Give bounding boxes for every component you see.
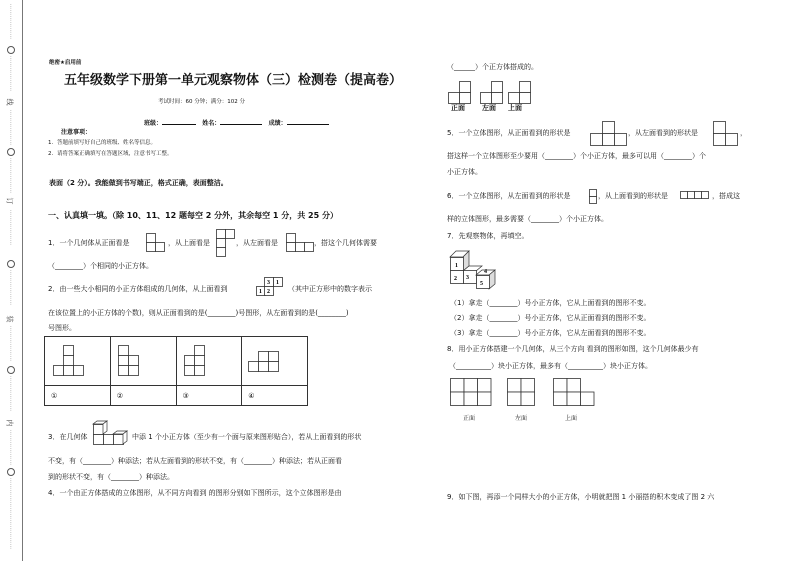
grid-cell xyxy=(451,379,465,393)
q1-text: ，从上面看是 xyxy=(168,239,210,247)
q8-top-view xyxy=(553,378,595,408)
option-label[interactable]: ① xyxy=(45,386,111,406)
grid-cell xyxy=(464,379,478,393)
option-label[interactable]: ③ xyxy=(176,386,242,406)
section-heading: 一、认真填一填。（除 10、11、12 题每空 2 分外，其余每空 1 分，共 25 分） xyxy=(48,211,338,220)
question-8: 8．用小正方体搭建一个几何体，从三个方向 看到的图形如图，这个几何体最少有 xyxy=(447,345,699,353)
q2-top-view-grid xyxy=(256,277,286,299)
grid-cell xyxy=(554,379,568,393)
q6-text: ，搭成这 xyxy=(712,192,740,200)
q6-top-view xyxy=(680,191,712,201)
q5-text: ， xyxy=(740,129,747,137)
q7-item[interactable]: （1）拿走（________）号小正方体，它从上面看到的图形不变。 xyxy=(450,299,651,307)
q8-front-view xyxy=(450,378,492,408)
grid-cell xyxy=(296,243,305,252)
grid-cell xyxy=(681,192,688,199)
grid-cell xyxy=(591,134,603,146)
grid-cell xyxy=(567,392,581,406)
grid-cell xyxy=(492,93,503,104)
question-7: 7．先观察物体，再填空。 xyxy=(447,232,529,240)
grid-cell xyxy=(194,346,204,356)
option-4-figure xyxy=(248,351,280,373)
dotted-line: ⋮ ⋮ ⋮ ⋮ ⋮ ⋮ xyxy=(8,376,14,412)
dotted-line: ⋮ ⋮ ⋮ ⋮ ⋮ ⋮ xyxy=(8,430,14,466)
grid-cell xyxy=(508,392,522,406)
q3-solid-figure xyxy=(90,421,132,447)
grid-cell xyxy=(478,379,492,393)
grid-cell xyxy=(492,82,503,93)
grid-cell xyxy=(249,362,259,372)
grid-number: 1 xyxy=(276,280,279,286)
q5-front-view xyxy=(590,121,628,147)
grid-cell xyxy=(590,197,597,204)
binding-hole xyxy=(7,260,15,268)
grid-cell xyxy=(259,362,269,372)
name-label: 姓名： xyxy=(202,120,221,127)
q5-left-view xyxy=(713,121,739,147)
view-label: 正面 xyxy=(451,104,465,112)
q6-text: ，从上面看到的形状是 xyxy=(598,192,668,200)
cube-number: 2 xyxy=(454,276,457,282)
cube-number: 4 xyxy=(484,269,487,275)
q4-text[interactable]: （______）个正方体搭成的。 xyxy=(447,63,538,71)
q1-answer-line[interactable]: （________）个相同的小正方体。 xyxy=(48,262,153,270)
grid-cell xyxy=(581,392,595,406)
dotted-line: ⋮ ⋮ ⋮ ⋮ ⋮ ⋮ xyxy=(8,158,14,194)
view-label: 上面 xyxy=(565,415,578,422)
view-label: 正面 xyxy=(463,415,476,422)
question-9: 9．如下图，再添一个同样大小的小正方体，小明就把图 1 小丽搭的积木变成了图 2 六 xyxy=(447,493,715,501)
grid-cell xyxy=(603,134,615,146)
option-label[interactable]: ④ xyxy=(242,386,308,406)
grid-cell xyxy=(128,356,138,366)
option-label[interactable]: ② xyxy=(110,386,176,406)
grid-cell xyxy=(118,366,128,376)
grid-cell xyxy=(217,239,226,248)
grid-cell xyxy=(156,243,165,252)
grid-cell xyxy=(184,366,194,376)
cube-number: 1 xyxy=(455,263,458,269)
grid-cell xyxy=(217,230,226,239)
grid-cell xyxy=(460,93,471,104)
q8-text[interactable]: （__________）块小正方体，最多有（__________）块小正方体。 xyxy=(449,362,652,370)
grid-cell xyxy=(118,356,128,366)
grid-cell xyxy=(603,122,615,134)
q7-item[interactable]: （2）拿走（________）号小正方体，它从正面看到的图形不变。 xyxy=(450,314,651,322)
grid-cell xyxy=(217,248,226,257)
q6-text[interactable]: 样的立体图形，最多需要（________）个小正方体。 xyxy=(447,215,608,223)
grid-cell xyxy=(509,93,520,104)
binding-hole xyxy=(7,148,15,156)
binding-line xyxy=(22,0,23,561)
grid-cell xyxy=(269,352,279,362)
q1-text: ，搭这个几何体需要 xyxy=(314,239,377,247)
q2-text[interactable]: 在该位置上的小正方体的个数)，则从正面看到的是(________)号图形，从左面看到的是(________) xyxy=(48,309,349,317)
q4-top-view xyxy=(508,81,532,103)
option-2-figure xyxy=(118,345,150,377)
option-figure-4 xyxy=(242,337,308,386)
question-6: 6．一个立体图形，从左面看到的形状是 xyxy=(447,192,571,200)
note-item: 2．请将答案正确填写在答题区域，注意书写工整。 xyxy=(48,151,173,157)
question-4: 4．一个由正方体搭成的立体图形，从不同方向看到 的图形分别如下图所示，这个立体图形是由 xyxy=(48,489,342,497)
q5-text[interactable]: 搭这样一个立体图形至少要用（________）个小正方体，最多可以用（________）个 xyxy=(447,152,706,160)
q3-text: 中添 1 个小正方体（至少有一个面与原来图形贴合），若从上面看到的形状 xyxy=(132,433,362,441)
grid-cell xyxy=(305,243,314,252)
note-item: 1．答题前填写好自己的班级、姓名等信息。 xyxy=(48,140,157,146)
q3-text[interactable]: 不变，有（________）种添法；若从左面看到的形状不变，有（________）种添法；若从正面看 xyxy=(48,457,342,465)
grid-cell xyxy=(508,379,522,393)
binding-hole xyxy=(7,468,15,476)
dotted-line: ⋮ ⋮ ⋮ ⋮ ⋮ ⋮ xyxy=(8,56,14,92)
score-label: 成绩： xyxy=(268,120,287,127)
dotted-line: ⋮ ⋮ ⋮ ⋮ ⋮ ⋮ xyxy=(8,210,14,246)
dotted-line: ⋮ ⋮ ⋮ ⋮ ⋮ ⋮ ⋮ ⋮ ⋮ ⋮ ⋮ ⋮ xyxy=(8,478,14,550)
q5-text: ，从左面看到的形状是 xyxy=(628,129,698,137)
dotted-line: ⋮ ⋮ ⋮ ⋮ ⋮ ⋮ xyxy=(8,4,14,40)
grid-cell xyxy=(194,356,204,366)
grid-cell xyxy=(520,82,531,93)
grid-cell xyxy=(54,366,64,376)
grid-cell xyxy=(460,82,471,93)
grid-cell xyxy=(259,352,269,362)
grid-cell xyxy=(64,356,74,366)
option-3-figure xyxy=(184,345,216,377)
secret-label: 绝密★启用前 xyxy=(49,60,82,66)
q1-front-view-figure xyxy=(146,233,166,253)
notes-title: 注意事项： xyxy=(61,129,92,136)
grid-cell xyxy=(74,366,84,376)
grid-number: 3 xyxy=(267,280,270,286)
grid-cell xyxy=(147,234,156,243)
grid-cell xyxy=(194,366,204,376)
q2-options-table xyxy=(44,336,308,406)
option-figure-2 xyxy=(110,337,176,386)
q6-left-view xyxy=(589,189,597,205)
view-label: 左面 xyxy=(515,415,528,422)
grid-cell xyxy=(287,234,296,243)
grid-cell xyxy=(714,122,726,134)
cube-number: 5 xyxy=(480,281,483,287)
gutter-label: 线 xyxy=(5,98,14,106)
q1-top-view-figure xyxy=(216,229,236,259)
grid-cell xyxy=(688,192,695,199)
grid-cell xyxy=(184,356,194,366)
question-2: 2．由一些大小相同的小正方体组成的几何体，从上面看到 xyxy=(48,285,228,293)
q4-front-view xyxy=(448,81,472,103)
binding-hole xyxy=(7,46,15,54)
grid-cell xyxy=(726,134,738,146)
grid-cell xyxy=(118,346,128,356)
name-field[interactable] xyxy=(220,124,262,125)
question-5: 5．一个立体图形，从正面看到的形状是 xyxy=(447,129,571,137)
grid-cell xyxy=(269,362,279,372)
grid-cell xyxy=(464,392,478,406)
option-1-figure xyxy=(53,345,85,377)
q8-left-view xyxy=(507,378,537,408)
grid-cell xyxy=(520,93,531,104)
gutter-label: 内 xyxy=(5,419,14,427)
grid-cell xyxy=(128,366,138,376)
grid-cell xyxy=(554,392,568,406)
grid-cell xyxy=(449,93,460,104)
q2-text: 号图形。 xyxy=(48,324,76,332)
gutter-label: 装 xyxy=(5,315,14,323)
grid-cell xyxy=(615,134,627,146)
gutter-label: 订 xyxy=(5,197,14,205)
grid-cell xyxy=(64,346,74,356)
neatness-note: 表面（2 分）。我能做到书写端正，格式正确，表面整洁。 xyxy=(49,179,228,187)
grid-cell xyxy=(226,230,235,239)
class-label: 班级： xyxy=(144,120,163,127)
grid-cell xyxy=(590,190,597,197)
grid-cell xyxy=(478,392,492,406)
class-field[interactable] xyxy=(162,124,196,125)
grid-cell xyxy=(64,366,74,376)
grid-cell xyxy=(695,192,702,199)
q4-left-view xyxy=(480,81,504,103)
option-figure-3 xyxy=(176,337,242,386)
dotted-line: ⋮ ⋮ ⋮ ⋮ ⋮ ⋮ xyxy=(8,326,14,362)
grid-cell xyxy=(451,392,465,406)
q5-text: 小正方体。 xyxy=(447,168,482,176)
option-figure-1 xyxy=(45,337,111,386)
grid-cell xyxy=(702,192,709,199)
exam-info: 考试时间：60 分钟；满分：102 分 xyxy=(158,99,245,105)
grid-cell xyxy=(287,243,296,252)
q3-text[interactable]: 到的形状不变，有（________）种添法。 xyxy=(48,473,174,481)
grid-cell xyxy=(481,93,492,104)
grid-cell xyxy=(714,134,726,146)
q7-item[interactable]: （3）拿走（________）号小正方体，它从左面看到的图形不变。 xyxy=(450,329,651,337)
page-title: 五年级数学下册第一单元观察物体（三）检测卷（提高卷） xyxy=(64,73,403,88)
view-label: 左面 xyxy=(482,104,496,112)
grid-cell xyxy=(147,243,156,252)
q7-cube-figure xyxy=(449,249,501,291)
q1-text: 1．一个几何体从正面看是 xyxy=(48,239,130,247)
grid-cell xyxy=(567,379,581,393)
score-field[interactable] xyxy=(287,124,329,125)
cube-number: 3 xyxy=(466,275,469,281)
grid-cell xyxy=(521,392,535,406)
q2-text: （其中正方形中的数字表示 xyxy=(288,285,372,293)
binding-hole xyxy=(7,366,15,374)
dotted-line: ⋮ ⋮ ⋮ ⋮ ⋮ ⋮ xyxy=(8,270,14,306)
grid-number: 2 xyxy=(267,289,270,295)
question-3: 3．在几何体 xyxy=(48,433,88,441)
q1-left-view-figure xyxy=(286,233,316,253)
view-label: 上面 xyxy=(508,104,522,112)
dotted-line: ⋮ ⋮ ⋮ ⋮ ⋮ ⋮ xyxy=(8,110,14,146)
grid-cell xyxy=(521,379,535,393)
q1-text: ，从左面看是 xyxy=(236,239,278,247)
student-info xyxy=(144,119,329,128)
grid-number: 1 xyxy=(259,289,262,295)
question-1 xyxy=(48,239,129,248)
